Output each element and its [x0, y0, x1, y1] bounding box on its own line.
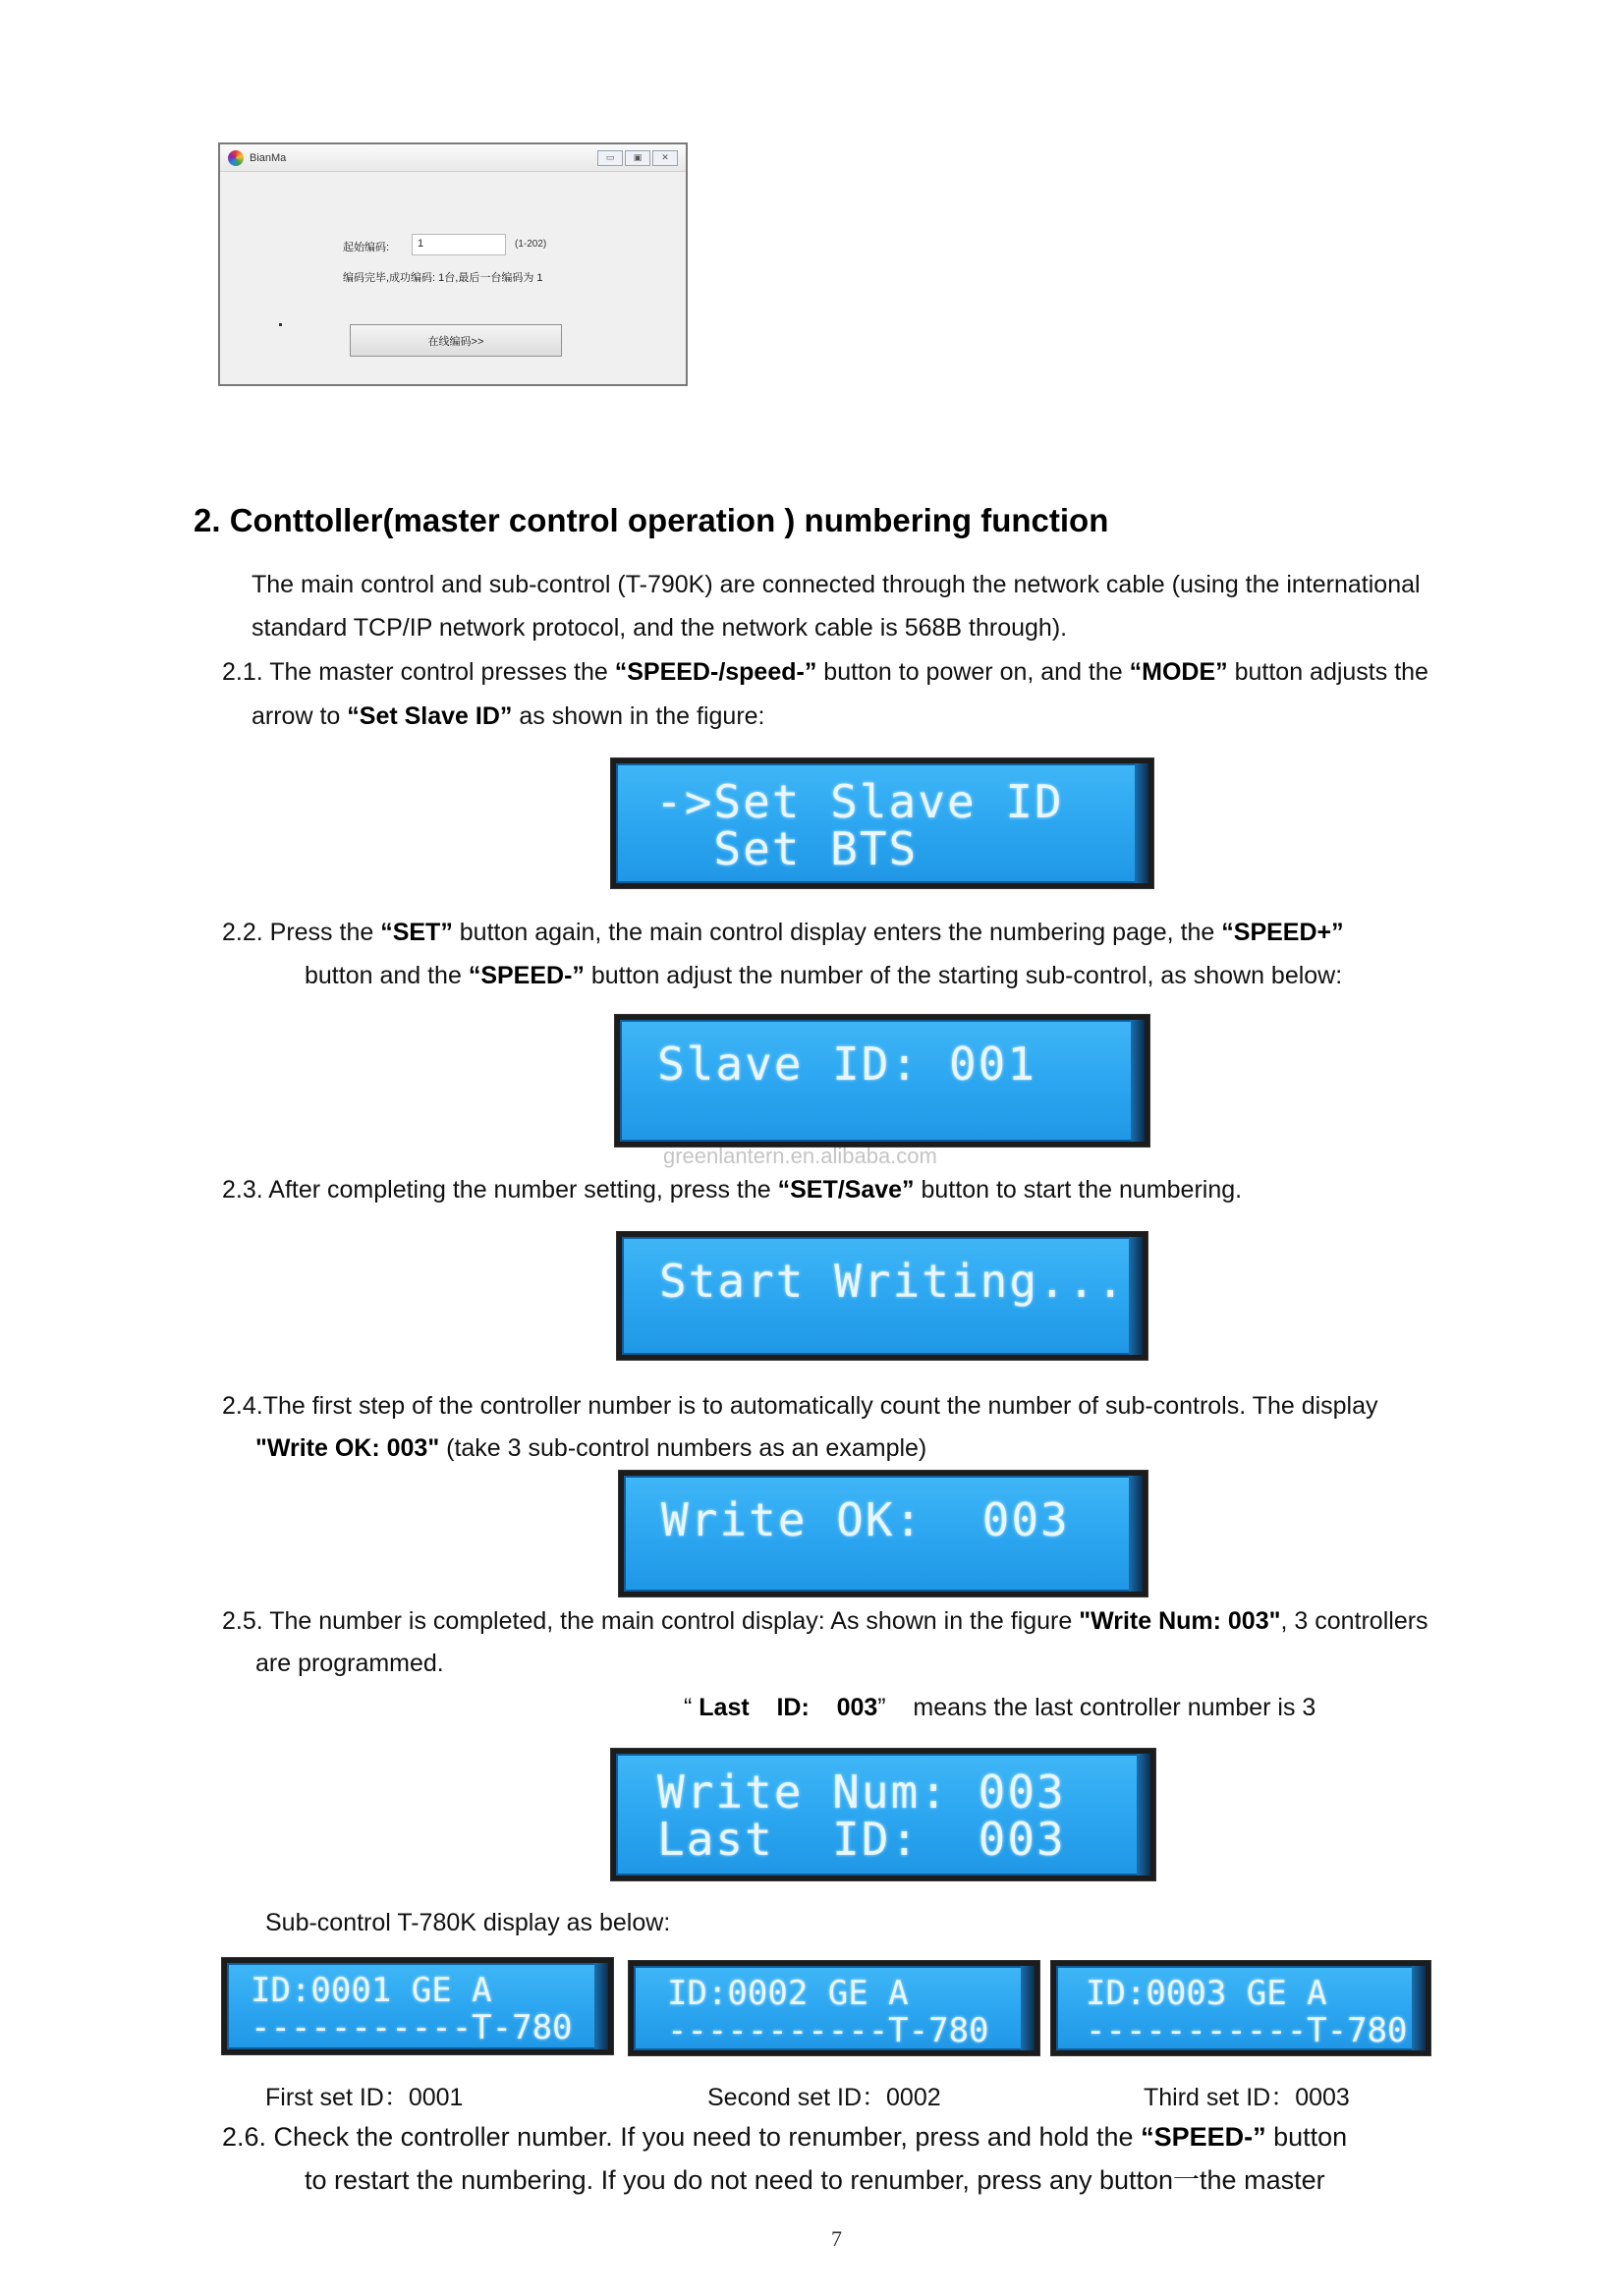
- watermark: greenlantern.en.alibaba.com: [663, 1144, 937, 1168]
- step-2-1-line-2: arrow to “Set Slave ID” as shown in the figure:: [252, 702, 765, 730]
- lcd-write-ok: [619, 1471, 1147, 1596]
- lcd-line: ->Set Slave ID: [655, 775, 1064, 828]
- dot-mark: [279, 323, 282, 326]
- lcd-line: ID:0002 GE A: [667, 1974, 909, 2013]
- bianma-window: [218, 142, 688, 386]
- step-2-4-line-2: "Write OK: 003" (take 3 sub-control numbers as an example): [255, 1434, 927, 1462]
- intro-line-2: standard TCP/IP network protocol, and the network cable is 568B through).: [252, 614, 1068, 642]
- step-2-5-line-2: are programmed.: [255, 1650, 444, 1677]
- step-2-5-line-1: 2.5. The number is completed, the main control display: As shown in the figure "Write Num: 003", 3 controllers: [222, 1607, 1428, 1635]
- intro-line-1: The main control and sub-control (T-790K) are connected through the network cable (using the international: [252, 571, 1421, 598]
- window-controls: [597, 150, 678, 166]
- step-2-6-line-1: 2.6. Check the controller number. If you need to renumber, press and hold the “SPEED-” button: [222, 2122, 1348, 2152]
- minimize-icon[interactable]: ▭: [597, 150, 623, 166]
- lcd-line: -----------T-780: [667, 2011, 989, 2050]
- lcd-line: Start Writing...: [659, 1255, 1127, 1308]
- lcd-line: ID:0001 GE A: [251, 1971, 492, 2010]
- maximize-icon[interactable]: ▣: [625, 150, 650, 166]
- step-2-5-note: “ Last ID: 003” means the last controller number is 3: [684, 1694, 1316, 1721]
- window-body: [220, 172, 686, 384]
- lcd-line: Slave ID: 001: [657, 1037, 1037, 1091]
- window-titlebar: [220, 144, 686, 172]
- caption-first-set: First set ID：0001: [265, 2084, 464, 2111]
- step-2-4-line-1: 2.4.The first step of the controller number is to automatically count the number of sub-controls. The display: [222, 1392, 1378, 1420]
- sub-control-label: Sub-control T-780K display as below:: [265, 1909, 671, 1936]
- caption-second-set: Second set ID：0002: [707, 2084, 941, 2111]
- start-code-input[interactable]: 1: [412, 234, 506, 255]
- online-encode-button[interactable]: 在线编码>>: [350, 324, 562, 357]
- sub-lcd-3: [1051, 1961, 1430, 2055]
- lcd-line: ID:0003 GE A: [1086, 1974, 1327, 2013]
- sub-lcd-2: [629, 1961, 1039, 2055]
- lcd-set-slave-id: [611, 758, 1153, 888]
- close-icon[interactable]: ✕: [652, 150, 678, 166]
- lcd-start-writing: [617, 1232, 1147, 1360]
- sub-lcd-1: [222, 1958, 613, 2054]
- lcd-line: Set BTS: [655, 822, 919, 875]
- lcd-line: -----------T-780: [251, 2008, 573, 2047]
- caption-third-set: Third set ID：0003: [1144, 2084, 1350, 2111]
- step-2-3: 2.3. After completing the number setting, press the “SET/Save” button to start the numbering.: [222, 1176, 1243, 1204]
- section-heading: 2. Conttoller(master control operation ) numbering function: [194, 502, 1109, 538]
- step-2-2-line-2: button and the “SPEED-” button adjust the number of the starting sub-control, as shown below:: [305, 962, 1343, 989]
- lcd-line: Write Num: 003: [657, 1765, 1066, 1819]
- start-code-label: 起始编码:: [343, 242, 390, 253]
- lcd-line: Write OK: 003: [661, 1493, 1070, 1546]
- step-2-6-line-2: to restart the numbering. If you do not need to renumber, press any button一the master: [305, 2165, 1325, 2195]
- lcd-line: Last ID: 003: [657, 1813, 1066, 1866]
- step-2-2-line-1: 2.2. Press the “SET” button again, the main control display enters the numbering page, the “SPEED+”: [222, 919, 1344, 946]
- range-hint: (1-202): [515, 239, 547, 250]
- lcd-line: -----------T-780: [1086, 2011, 1408, 2050]
- lcd-slave-id: [615, 1015, 1149, 1147]
- window-title: BianMa: [250, 151, 287, 164]
- step-2-1-line-1: 2.1. The master control presses the “SPEED-/speed-” button to power on, and the “MODE” button adjusts the: [222, 658, 1428, 686]
- lcd-write-num: [611, 1749, 1155, 1880]
- page-number: 7: [831, 2226, 842, 2251]
- status-text: 编码完毕,成功编码: 1台,最后一台编码为 1: [343, 272, 543, 284]
- app-logo-icon: [228, 150, 244, 166]
